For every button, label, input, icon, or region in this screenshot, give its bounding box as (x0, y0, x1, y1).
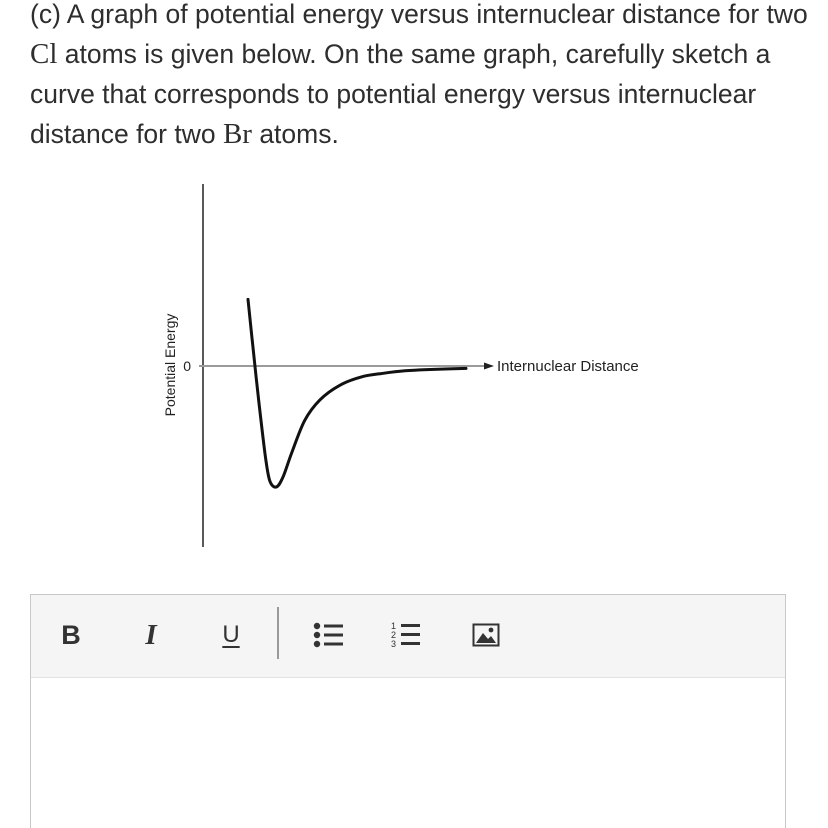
chlorine-symbol: Cl (30, 38, 58, 70)
x-axis-arrowhead (484, 363, 494, 370)
chlorine-potential-curve (248, 299, 466, 487)
answer-editor[interactable] (30, 594, 786, 828)
insert-image-button[interactable] (464, 613, 508, 657)
svg-text:1: 1 (391, 621, 397, 631)
x-axis-label: Internuclear Distance (497, 358, 639, 375)
bold-button[interactable]: B (61, 619, 81, 650)
y-axis-label: Potential Energy (162, 313, 178, 417)
question-part-1: (c) A graph of potential energy versus internuclear distance for two (30, 0, 808, 29)
toolbar-divider (277, 607, 279, 659)
underline-button[interactable]: U (222, 621, 240, 648)
question-part-3: atoms. (251, 119, 339, 149)
bulleted-list-button[interactable] (307, 613, 351, 657)
svg-text:2: 2 (391, 630, 397, 640)
numbered-list-button[interactable] (385, 613, 429, 657)
numbered-list-icon (391, 620, 423, 650)
svg-text:3: 3 (391, 639, 397, 649)
bulleted-list-icon (313, 621, 345, 649)
italic-button[interactable]: I (145, 618, 157, 651)
editor-toolbar (31, 595, 785, 678)
answer-text-area[interactable] (31, 678, 785, 828)
question-part-2: atoms is given below. On the same graph, carefully sketch a curve that corresponds to potential energy versus internuclear distance for two (30, 39, 771, 149)
insert-image-icon (472, 623, 500, 647)
zero-tick-label: 0 (183, 358, 191, 374)
bromine-symbol: Br (222, 118, 252, 150)
